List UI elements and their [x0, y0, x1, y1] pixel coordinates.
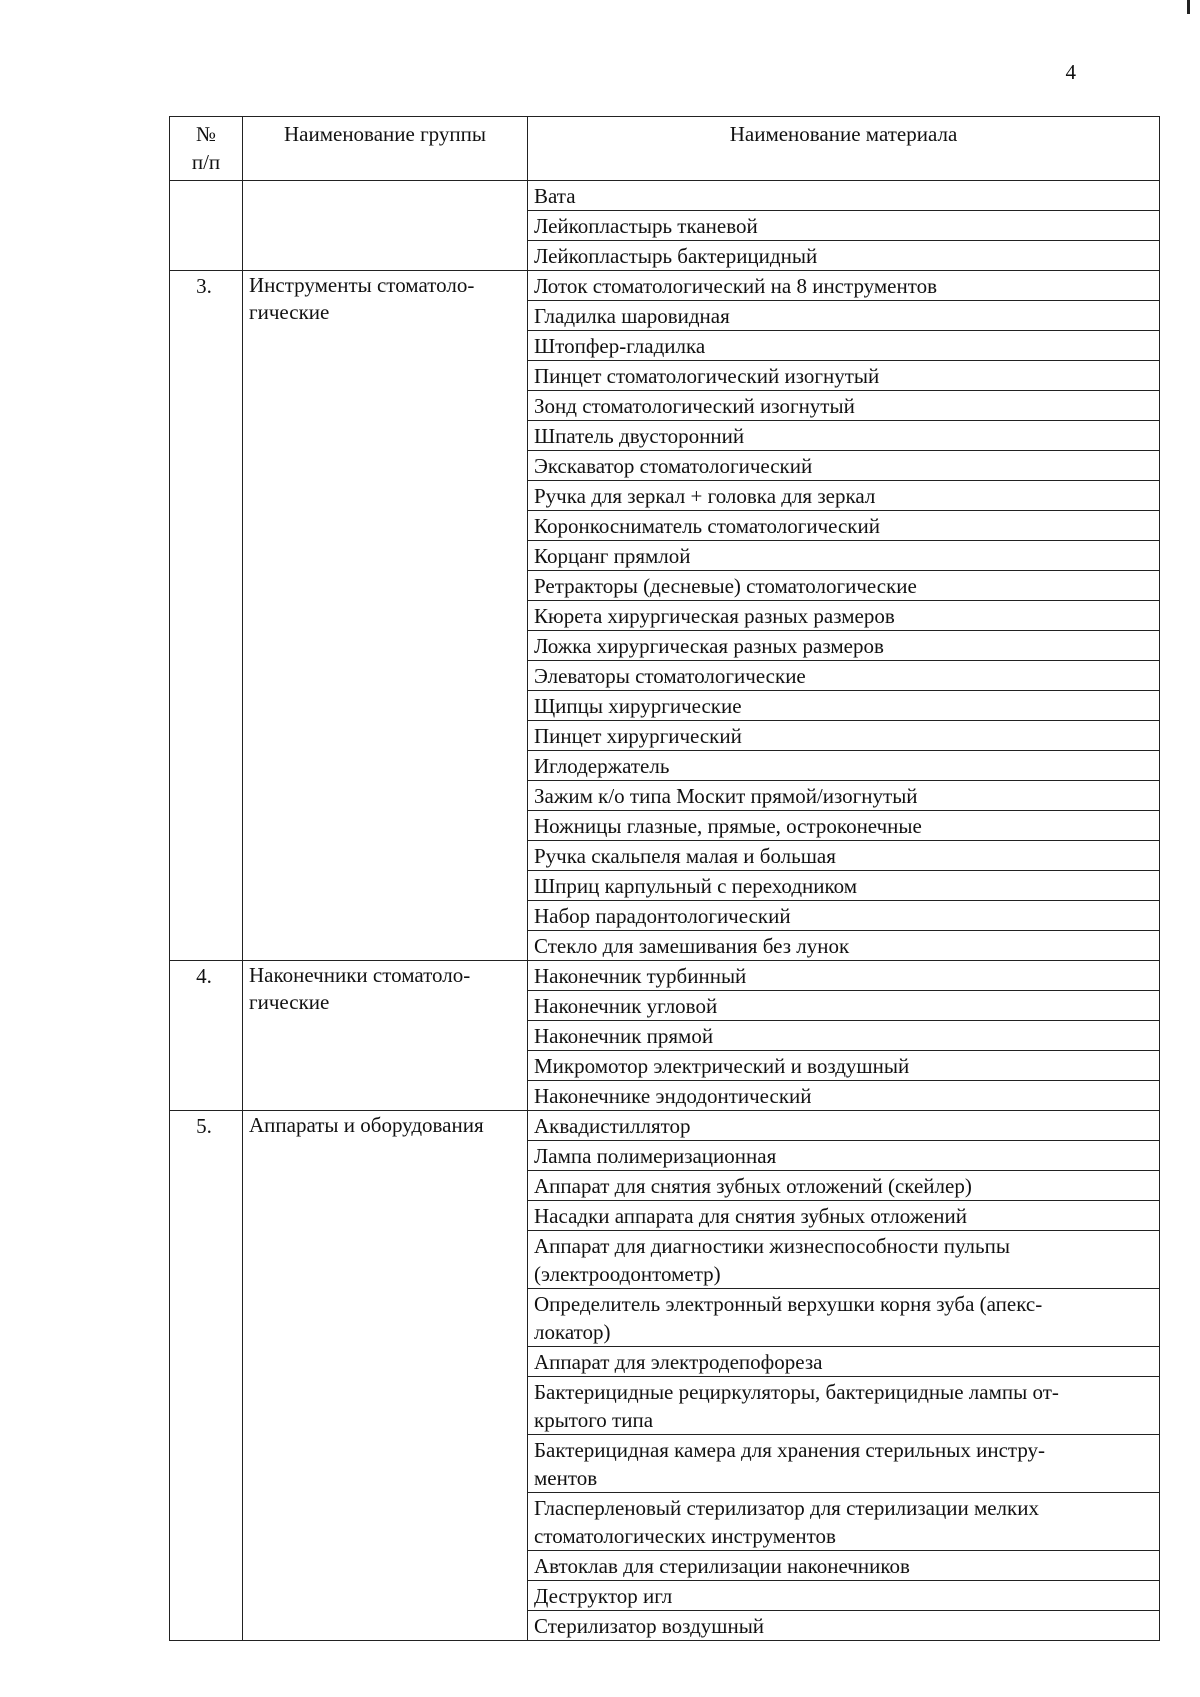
table-row — [170, 1111, 1160, 1141]
material-name-cell: Вата — [528, 181, 1160, 211]
material-name-cell: Аппарат для электродепофореза — [528, 1347, 1160, 1377]
group-number-cell: 4. — [170, 961, 243, 1111]
table-row — [170, 181, 1160, 211]
material-name-cell: Набор парадонтологический — [528, 901, 1160, 931]
material-name-cell: Корцанг прямлой — [528, 541, 1160, 571]
material-name-cell: Определитель электронный верхушки корня зуба (апекс- локатор) — [528, 1289, 1160, 1347]
group-name-cell: Наконечники стоматоло- гические — [243, 961, 528, 1111]
material-name-cell: Деструктор игл — [528, 1581, 1160, 1611]
material-name-cell: Щипцы хирургические — [528, 691, 1160, 721]
group-name-cell — [243, 181, 528, 271]
material-name-cell: Лейкопластырь бактерицидный — [528, 241, 1160, 271]
group-name-cell: Инструменты стоматоло- гические — [243, 271, 528, 961]
material-name-cell: Аппарат для снятия зубных отложений (скейлер) — [528, 1171, 1160, 1201]
group-number-cell: 3. — [170, 271, 243, 961]
material-name-cell: Бактерицидные рециркуляторы, бактерицидные лампы от- крытого типа — [528, 1377, 1160, 1435]
group-number-cell — [170, 181, 243, 271]
material-name-cell: Стерилизатор воздушный — [528, 1611, 1160, 1641]
material-name-cell: Насадки аппарата для снятия зубных отложений — [528, 1201, 1160, 1231]
page-number: 4 — [1065, 60, 1076, 84]
group-number-cell: 5. — [170, 1111, 243, 1641]
table-header-row — [170, 117, 1160, 181]
material-name-cell: Аппарат для диагностики жизнеспособности пульпы (электроодонтометр) — [528, 1231, 1160, 1289]
material-name-cell: Пинцет хирургический — [528, 721, 1160, 751]
materials-table-container — [169, 116, 1159, 1641]
material-name-cell: Штопфер-гладилка — [528, 331, 1160, 361]
material-name-cell: Ложка хирургическая разных размеров — [528, 631, 1160, 661]
header-group-name: Наименование группы — [243, 117, 528, 181]
material-name-cell: Лейкопластырь тканевой — [528, 211, 1160, 241]
group-name-cell: Аппараты и оборудования — [243, 1111, 528, 1641]
material-name-cell: Микромотор электрический и воздушный — [528, 1051, 1160, 1081]
material-name-cell: Гласперленовый стерилизатор для стерилизации мелких стоматологических инструментов — [528, 1493, 1160, 1551]
header-number: № п/п — [170, 117, 243, 181]
table-row — [170, 961, 1160, 991]
header-material-name: Наименование материала — [528, 117, 1160, 181]
material-name-cell: Ручка скальпеля малая и большая — [528, 841, 1160, 871]
material-name-cell: Лоток стоматологический на 8 инструментов — [528, 271, 1160, 301]
material-name-cell: Автоклав для стерилизации наконечников — [528, 1551, 1160, 1581]
material-name-cell: Кюрета хирургическая разных размеров — [528, 601, 1160, 631]
corner-scan-mark — [1187, 0, 1190, 14]
material-name-cell: Бактерицидная камера для хранения стерильных инстру- ментов — [528, 1435, 1160, 1493]
material-name-cell: Шприц карпульный с переходником — [528, 871, 1160, 901]
material-name-cell: Зонд стоматологический изогнутый — [528, 391, 1160, 421]
material-name-cell: Лампа полимеризационная — [528, 1141, 1160, 1171]
material-name-cell: Наконечнике эндодонтический — [528, 1081, 1160, 1111]
material-name-cell: Экскаватор стоматологический — [528, 451, 1160, 481]
material-name-cell: Иглодержатель — [528, 751, 1160, 781]
materials-table — [169, 116, 1160, 1641]
table-body — [170, 181, 1160, 1641]
material-name-cell: Ретракторы (десневые) стоматологические — [528, 571, 1160, 601]
material-name-cell: Наконечник угловой — [528, 991, 1160, 1021]
material-name-cell: Гладилка шаровидная — [528, 301, 1160, 331]
material-name-cell: Наконечник турбинный — [528, 961, 1160, 991]
material-name-cell: Шпатель двусторонний — [528, 421, 1160, 451]
material-name-cell: Элеваторы стоматологические — [528, 661, 1160, 691]
table-row — [170, 271, 1160, 301]
material-name-cell: Коронкосниматель стоматологический — [528, 511, 1160, 541]
material-name-cell: Ручка для зеркал + головка для зеркал — [528, 481, 1160, 511]
material-name-cell: Наконечник прямой — [528, 1021, 1160, 1051]
material-name-cell: Стекло для замешивания без лунок — [528, 931, 1160, 961]
material-name-cell: Ножницы глазные, прямые, остроконечные — [528, 811, 1160, 841]
material-name-cell: Пинцет стоматологический изогнутый — [528, 361, 1160, 391]
material-name-cell: Зажим к/о типа Москит прямой/изогнутый — [528, 781, 1160, 811]
material-name-cell: Аквадистиллятор — [528, 1111, 1160, 1141]
